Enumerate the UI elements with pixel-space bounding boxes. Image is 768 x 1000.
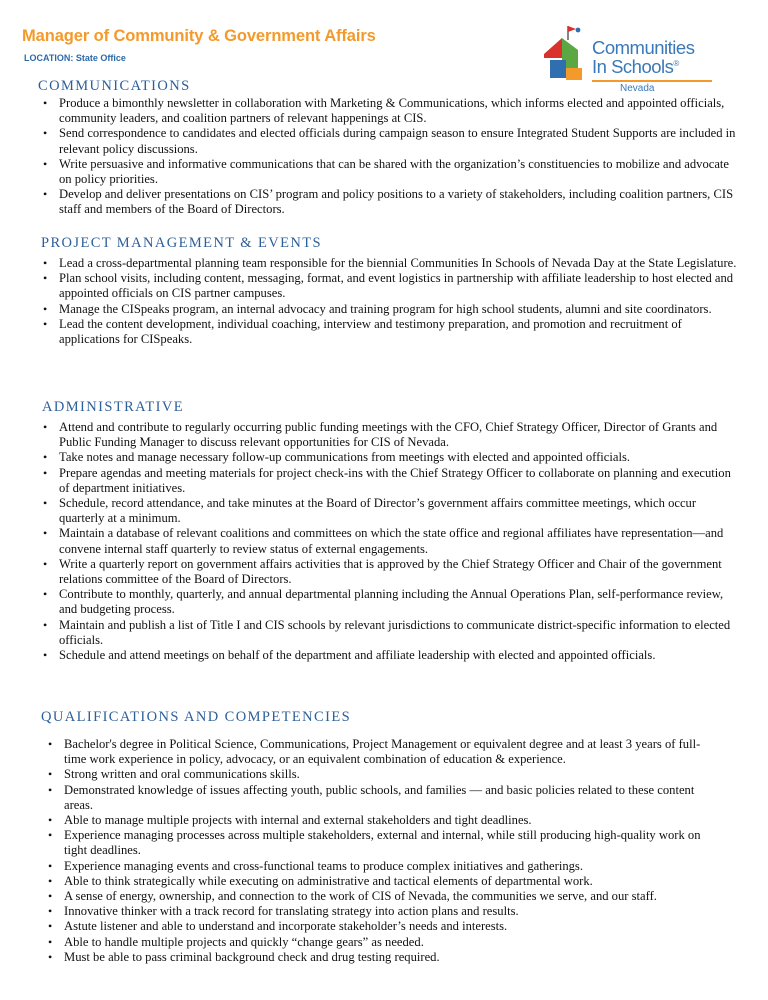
list-item: • Innovative thinker with a track record for translating strategy into action plans and results. <box>0 904 714 919</box>
bullet-list <box>0 256 768 347</box>
list-item: • Write a quarterly report on government affairs activities that is approved by the Chief Strategy Officer and Chair of the government relations committee of the Board of Directors. <box>0 557 739 587</box>
list-item: • Take notes and manage necessary follow-up communications from meetings with elected and appointed officials. <box>0 450 739 465</box>
list-item: • Plan school visits, including content, messaging, format, and event logistics in partnership with affiliate leadership to host elected and appointed officials on CIS partner campuses. <box>0 271 739 301</box>
list-item: • Send correspondence to candidates and elected officials during campaign season to ensure Integrated Student Supports are included in relevant policy discussions. <box>0 126 739 156</box>
section-heading: COMMUNICATIONS <box>38 78 191 94</box>
list-item: • Produce a bimonthly newsletter in collaboration with Marketing & Communications, which informs elected and appointed officials, community leaders, and coalition partners of relevant happenings at CIS. <box>0 96 739 126</box>
list-item: • Maintain and publish a list of Title I and CIS schools by relevant jurisdictions to communicate district-specific information to elected officials. <box>0 618 739 648</box>
job-location: LOCATION: State Office <box>24 53 126 63</box>
list-item: • Able to handle multiple projects and quickly “change gears” as needed. <box>0 935 714 950</box>
house-mark-icon <box>542 24 594 84</box>
list-item: • Able to think strategically while executing on administrative and tactical elements of departmental work. <box>0 874 714 889</box>
list-item: • Attend and contribute to regularly occurring public funding meetings with the CFO, Chief Strategy Officer, Director of Grants and Public Funding Manager to discuss relevant opportunities for CIS of Nevada. <box>0 420 739 450</box>
section-heading: PROJECT MANAGEMENT & EVENTS <box>41 235 322 251</box>
communities-in-schools-logo <box>540 20 740 98</box>
list-item: • Schedule and attend meetings on behalf of the department and affiliate leadership with elected and appointed officials. <box>0 648 739 663</box>
list-item: • Lead the content development, individual coaching, interview and testimony preparation, and promotion and recruitment of applications for CISpeaks. <box>0 317 739 347</box>
list-item: • Manage the CISpeaks program, an internal advocacy and training program for high school students, alumni and site coordinators. <box>0 302 739 317</box>
section-heading: ADMINISTRATIVE <box>42 399 185 415</box>
bullet-list <box>0 96 768 218</box>
list-item: • A sense of energy, ownership, and connection to the work of CIS of Nevada, the communities we serve, and our staff. <box>0 889 714 904</box>
list-item: • Develop and deliver presentations on CIS’ program and policy positions to a variety of stakeholders, including coalition partners, CIS staff and members of the Board of Directors. <box>0 187 739 217</box>
list-item: • Write persuasive and informative communications that can be shared with the organization’s constituencies to mobilize and advocate on policy priorities. <box>0 157 739 187</box>
list-item: • Strong written and oral communications skills. <box>0 767 714 782</box>
bullet-list <box>0 420 768 663</box>
bullet-list <box>0 737 768 965</box>
list-item: • Demonstrated knowledge of issues affecting youth, public schools, and families — and basic policies related to these content areas. <box>0 783 714 813</box>
logo-line-2: In Schools® <box>592 56 679 77</box>
list-item: • Experience managing processes across multiple stakeholders, external and internal, while still producing high-quality work on tight deadlines. <box>0 828 714 858</box>
logo-divider <box>592 80 712 82</box>
list-item: • Bachelor's degree in Political Science, Communications, Project Management or equivalent degree and at least 3 years of full-time work experience in policy, advocacy, or an equivalent combination of education & experience. <box>0 737 714 767</box>
list-item: • Experience managing events and cross-functional teams to produce complex initiatives and gatherings. <box>0 859 714 874</box>
list-item: • Must be able to pass criminal background check and drug testing required. <box>0 950 714 965</box>
list-item: • Schedule, record attendance, and take minutes at the Board of Director’s government affairs committee meetings, which occur quarterly at a minimum. <box>0 496 739 526</box>
job-title: Manager of Community & Government Affairs <box>22 27 376 45</box>
logo-line-1: Communities <box>592 37 695 58</box>
list-item: • Able to manage multiple projects with internal and external stakeholders and tight deadlines. <box>0 813 714 828</box>
list-item: • Lead a cross-departmental planning team responsible for the biennial Communities In Schools of Nevada Day at the State Legislature. <box>0 256 739 271</box>
list-item: • Prepare agendas and meeting materials for project check-ins with the Chief Strategy Officer to collaborate on planning and execution of department initiatives. <box>0 466 739 496</box>
section-heading: QUALIFICATIONS AND COMPETENCIES <box>41 709 352 725</box>
list-item: • Astute listener and able to understand and incorporate stakeholder’s needs and interests. <box>0 919 714 934</box>
logo-state: Nevada <box>620 83 655 94</box>
list-item: • Maintain a database of relevant coalitions and committees on which the state office and regional affiliates have representation—and convene internal staff quarterly to review status of external engagements. <box>0 526 739 556</box>
list-item: • Contribute to monthly, quarterly, and annual departmental planning including the Annual Operations Plan, self-performance review, and budgeting process. <box>0 587 739 617</box>
